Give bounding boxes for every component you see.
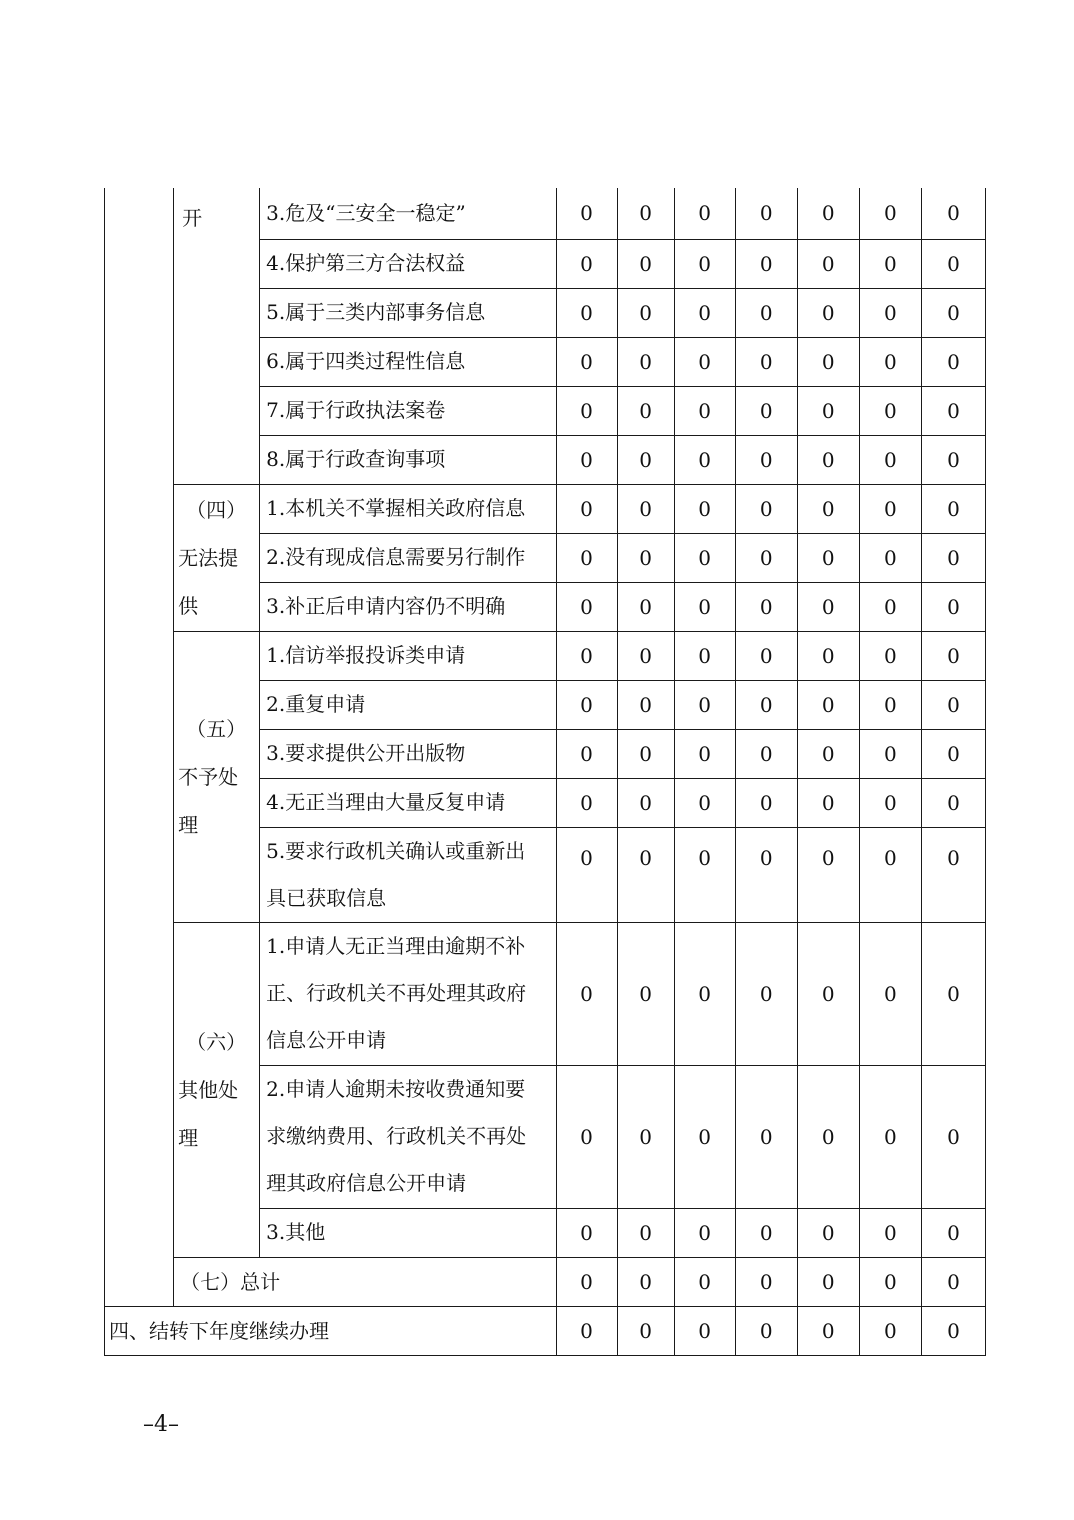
value-cell: 0 bbox=[797, 386, 859, 435]
value-cell: 0 bbox=[921, 729, 985, 778]
item-label: 1.本机关不掌握相关政府信息 bbox=[260, 484, 556, 533]
value-cell: 0 bbox=[674, 484, 735, 533]
item-label: 5.属于三类内部事务信息 bbox=[260, 288, 556, 337]
value-cell: 0 bbox=[921, 533, 985, 582]
value-cell: 0 bbox=[674, 188, 735, 239]
item-label: 3.要求提供公开出版物 bbox=[260, 729, 556, 778]
value-cell: 0 bbox=[556, 188, 617, 239]
value-cell: 0 bbox=[921, 922, 985, 1065]
value-cell: 0 bbox=[859, 1065, 921, 1208]
item-label: 3.其他 bbox=[260, 1208, 556, 1257]
value-cell: 0 bbox=[797, 288, 859, 337]
value-cell: 0 bbox=[921, 631, 985, 680]
value-cell: 0 bbox=[735, 827, 797, 922]
value-cell: 0 bbox=[797, 533, 859, 582]
value-cell: 0 bbox=[797, 827, 859, 922]
value-cell: 0 bbox=[735, 729, 797, 778]
value-cell: 0 bbox=[921, 239, 985, 288]
group-cell-cannot-disclose bbox=[174, 188, 260, 484]
item-label: 3.危及“三安全一稳定” bbox=[260, 188, 556, 239]
item-label: 2.重复申请 bbox=[260, 680, 556, 729]
value-cell: 0 bbox=[674, 239, 735, 288]
value-cell: 0 bbox=[797, 337, 859, 386]
value-cell: 0 bbox=[859, 680, 921, 729]
value-cell: 0 bbox=[797, 484, 859, 533]
group-label-line: 无法提 bbox=[178, 545, 239, 570]
value-cell: 0 bbox=[921, 288, 985, 337]
table-row-total bbox=[105, 1257, 986, 1306]
value-cell: 0 bbox=[735, 188, 797, 239]
value-cell: 0 bbox=[556, 337, 617, 386]
item-label bbox=[260, 1065, 556, 1208]
value-cell: 0 bbox=[674, 337, 735, 386]
item-label-line: 具已获取信息 bbox=[266, 885, 387, 910]
value-cell: 0 bbox=[735, 484, 797, 533]
value-cell: 0 bbox=[617, 778, 674, 827]
value-cell: 0 bbox=[859, 188, 921, 239]
value-cell: 0 bbox=[921, 1306, 985, 1355]
item-label: 3.补正后申请内容仍不明确 bbox=[260, 582, 556, 631]
value-cell: 0 bbox=[921, 827, 985, 922]
value-cell: 0 bbox=[921, 1065, 985, 1208]
value-cell: 0 bbox=[617, 239, 674, 288]
value-cell: 0 bbox=[859, 239, 921, 288]
value-cell: 0 bbox=[859, 533, 921, 582]
group-label-line: 理 bbox=[178, 1125, 199, 1150]
value-cell: 0 bbox=[859, 386, 921, 435]
value-cell: 0 bbox=[859, 922, 921, 1065]
value-cell: 0 bbox=[797, 1208, 859, 1257]
value-cell: 0 bbox=[859, 288, 921, 337]
value-cell: 0 bbox=[674, 680, 735, 729]
item-label: 1.信访举报投诉类申请 bbox=[260, 631, 556, 680]
value-cell: 0 bbox=[735, 680, 797, 729]
value-cell: 0 bbox=[556, 288, 617, 337]
value-cell: 0 bbox=[735, 337, 797, 386]
group-cell-not-processed bbox=[174, 631, 260, 922]
value-cell: 0 bbox=[735, 922, 797, 1065]
value-cell: 0 bbox=[859, 778, 921, 827]
value-cell: 0 bbox=[797, 1306, 859, 1355]
value-cell: 0 bbox=[617, 631, 674, 680]
item-label-line: 信息公开申请 bbox=[266, 1028, 387, 1052]
value-cell: 0 bbox=[735, 778, 797, 827]
group-label-line: （四） bbox=[186, 497, 247, 522]
total-label: （七）总计 bbox=[174, 1257, 556, 1306]
item-label bbox=[260, 922, 556, 1065]
value-cell: 0 bbox=[617, 680, 674, 729]
value-cell: 0 bbox=[674, 827, 735, 922]
item-label: 7.属于行政执法案卷 bbox=[260, 386, 556, 435]
group-label-line: 供 bbox=[178, 593, 199, 618]
value-cell: 0 bbox=[921, 484, 985, 533]
value-cell: 0 bbox=[735, 386, 797, 435]
value-cell: 0 bbox=[556, 631, 617, 680]
item-label: 8.属于行政查询事项 bbox=[260, 435, 556, 484]
value-cell: 0 bbox=[556, 1208, 617, 1257]
table-row bbox=[105, 484, 986, 533]
value-cell: 0 bbox=[617, 582, 674, 631]
value-cell: 0 bbox=[556, 922, 617, 1065]
value-cell: 0 bbox=[797, 1257, 859, 1306]
value-cell: 0 bbox=[617, 729, 674, 778]
table-row bbox=[105, 631, 986, 680]
value-cell: 0 bbox=[797, 188, 859, 239]
value-cell: 0 bbox=[556, 533, 617, 582]
table-row bbox=[105, 188, 986, 239]
value-cell: 0 bbox=[556, 1065, 617, 1208]
value-cell: 0 bbox=[617, 288, 674, 337]
value-cell: 0 bbox=[735, 1208, 797, 1257]
value-cell: 0 bbox=[735, 239, 797, 288]
value-cell: 0 bbox=[797, 631, 859, 680]
item-label: 6.属于四类过程性信息 bbox=[260, 337, 556, 386]
value-cell: 0 bbox=[617, 827, 674, 922]
value-cell: 0 bbox=[674, 582, 735, 631]
value-cell: 0 bbox=[735, 533, 797, 582]
outer-category-cell bbox=[105, 188, 174, 1306]
value-cell: 0 bbox=[921, 188, 985, 239]
value-cell: 0 bbox=[859, 582, 921, 631]
item-label bbox=[260, 827, 556, 922]
value-cell: 0 bbox=[735, 582, 797, 631]
value-cell: 0 bbox=[797, 239, 859, 288]
value-cell: 0 bbox=[797, 729, 859, 778]
value-cell: 0 bbox=[556, 1306, 617, 1355]
value-cell: 0 bbox=[617, 1065, 674, 1208]
value-cell: 0 bbox=[735, 1065, 797, 1208]
value-cell: 0 bbox=[674, 1208, 735, 1257]
value-cell: 0 bbox=[674, 288, 735, 337]
value-cell: 0 bbox=[674, 778, 735, 827]
item-label-line: 1.申请人无正当理由逾期不补 bbox=[266, 934, 526, 958]
value-cell: 0 bbox=[556, 778, 617, 827]
value-cell: 0 bbox=[797, 582, 859, 631]
page-number: –4– bbox=[143, 1412, 179, 1437]
value-cell: 0 bbox=[674, 631, 735, 680]
value-cell: 0 bbox=[859, 337, 921, 386]
value-cell: 0 bbox=[674, 729, 735, 778]
value-cell: 0 bbox=[617, 484, 674, 533]
group-label-line: 其他处 bbox=[178, 1077, 239, 1102]
value-cell: 0 bbox=[617, 1257, 674, 1306]
value-cell: 0 bbox=[617, 386, 674, 435]
value-cell: 0 bbox=[674, 533, 735, 582]
item-label-line: 2.申请人逾期未按收费通知要 bbox=[266, 1077, 526, 1101]
value-cell: 0 bbox=[921, 386, 985, 435]
group-cell-other-handling bbox=[174, 922, 260, 1257]
table-row bbox=[105, 922, 986, 1065]
value-cell: 0 bbox=[859, 1208, 921, 1257]
item-label-line: 5.要求行政机关确认或重新出 bbox=[266, 838, 526, 863]
value-cell: 0 bbox=[617, 435, 674, 484]
value-cell: 0 bbox=[921, 435, 985, 484]
value-cell: 0 bbox=[556, 484, 617, 533]
value-cell: 0 bbox=[797, 435, 859, 484]
value-cell: 0 bbox=[617, 188, 674, 239]
group-label-line: （五） bbox=[186, 716, 247, 741]
value-cell: 0 bbox=[617, 1306, 674, 1355]
group-label-line: 开 bbox=[182, 206, 203, 230]
value-cell: 0 bbox=[556, 582, 617, 631]
value-cell: 0 bbox=[556, 827, 617, 922]
value-cell: 0 bbox=[556, 1257, 617, 1306]
value-cell: 0 bbox=[859, 1257, 921, 1306]
carryover-label: 四、结转下年度继续办理 bbox=[105, 1306, 557, 1355]
value-cell: 0 bbox=[617, 922, 674, 1065]
value-cell: 0 bbox=[859, 484, 921, 533]
group-cell-unable-to-provide bbox=[174, 484, 260, 631]
value-cell: 0 bbox=[674, 435, 735, 484]
group-label-line: 不予处 bbox=[178, 764, 239, 789]
table-row-carryover bbox=[105, 1306, 986, 1355]
value-cell: 0 bbox=[859, 631, 921, 680]
group-label-line: （六） bbox=[186, 1029, 247, 1054]
value-cell: 0 bbox=[797, 778, 859, 827]
value-cell: 0 bbox=[617, 337, 674, 386]
item-label: 4.无正当理由大量反复申请 bbox=[260, 778, 556, 827]
item-label: 2.没有现成信息需要另行制作 bbox=[260, 533, 556, 582]
value-cell: 0 bbox=[921, 680, 985, 729]
value-cell: 0 bbox=[674, 1306, 735, 1355]
value-cell: 0 bbox=[556, 680, 617, 729]
value-cell: 0 bbox=[617, 533, 674, 582]
value-cell: 0 bbox=[797, 1065, 859, 1208]
item-label-line: 求缴纳费用、行政机关不再处 bbox=[266, 1124, 527, 1148]
value-cell: 0 bbox=[617, 1208, 674, 1257]
value-cell: 0 bbox=[735, 631, 797, 680]
value-cell: 0 bbox=[921, 1208, 985, 1257]
value-cell: 0 bbox=[921, 778, 985, 827]
disclosure-statistics-table bbox=[104, 188, 986, 1356]
value-cell: 0 bbox=[556, 239, 617, 288]
value-cell: 0 bbox=[674, 386, 735, 435]
value-cell: 0 bbox=[921, 1257, 985, 1306]
value-cell: 0 bbox=[797, 922, 859, 1065]
value-cell: 0 bbox=[859, 435, 921, 484]
value-cell: 0 bbox=[797, 680, 859, 729]
value-cell: 0 bbox=[921, 337, 985, 386]
value-cell: 0 bbox=[556, 435, 617, 484]
value-cell: 0 bbox=[735, 435, 797, 484]
value-cell: 0 bbox=[859, 1306, 921, 1355]
value-cell: 0 bbox=[674, 922, 735, 1065]
item-label: 4.保护第三方合法权益 bbox=[260, 239, 556, 288]
item-label-line: 正、行政机关不再处理其政府 bbox=[266, 981, 527, 1005]
value-cell: 0 bbox=[859, 827, 921, 922]
value-cell: 0 bbox=[674, 1065, 735, 1208]
value-cell: 0 bbox=[556, 386, 617, 435]
value-cell: 0 bbox=[921, 582, 985, 631]
value-cell: 0 bbox=[735, 1306, 797, 1355]
value-cell: 0 bbox=[556, 729, 617, 778]
value-cell: 0 bbox=[674, 1257, 735, 1306]
group-label-line: 理 bbox=[178, 812, 199, 837]
value-cell: 0 bbox=[735, 1257, 797, 1306]
item-label-line: 理其政府信息公开申请 bbox=[266, 1171, 467, 1195]
value-cell: 0 bbox=[859, 729, 921, 778]
value-cell: 0 bbox=[735, 288, 797, 337]
